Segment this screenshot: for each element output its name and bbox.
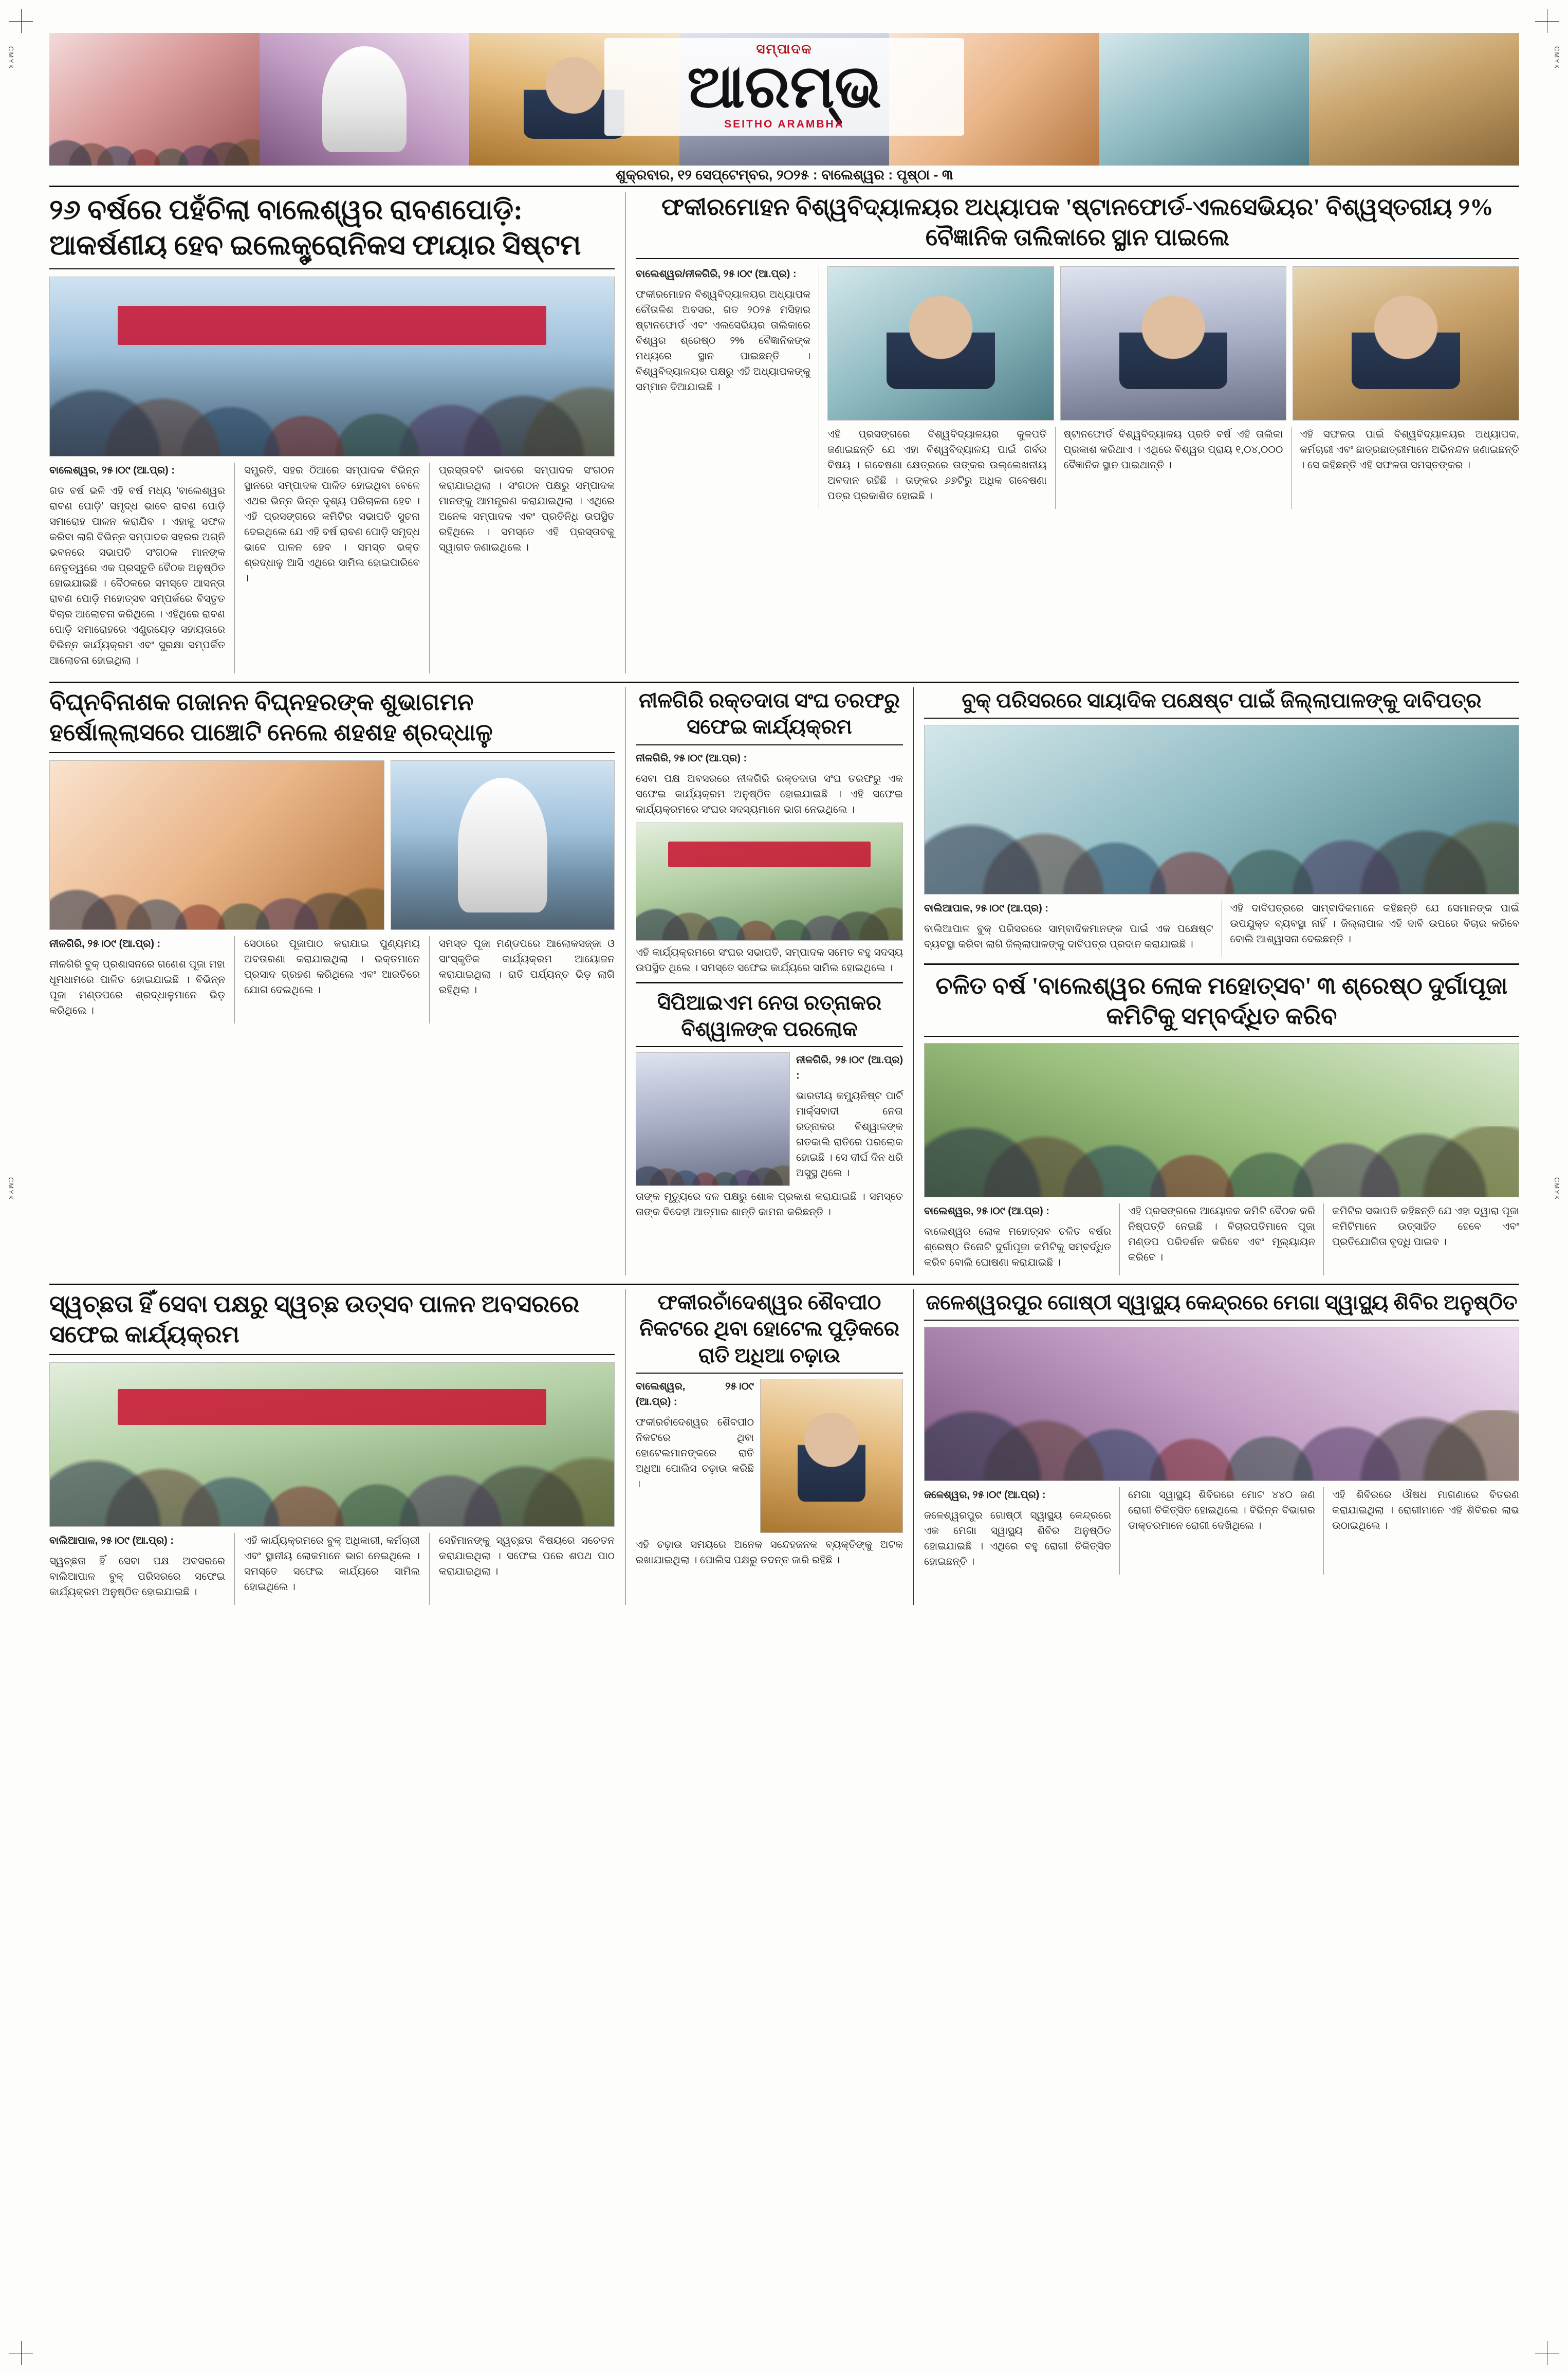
crop-mark-top-left <box>9 9 33 33</box>
article-paragraph: ନୀଳଗିରି ବୁକ୍ ପ୍ରଶାସନରେ ଗଣେଶ ପୂଜା ମହା ଧୂମଧାମରେ ପାଳିତ ହୋଇଯାଇଛି । ବିଭିନ୍ନ ପୂଜା ମଣ୍ଡପରେ ଶ୍ରଦ୍ଧାଳୁମାନେ ଭିଡ଼ କରିଥିଲେ । <box>49 958 226 1016</box>
headline-fm-university: ଫକୀରମୋହନ ବିଶ୍ୱବିଦ୍ୟାଳୟର ଅଧ୍ୟାପକ 'ଷ୍ଟାନଫୋର୍ଡ-ଏଲସେଭିୟର' ବିଶ୍ୱସ୍ତରୀୟ ୨% ବୈଜ୍ଞାନିକ ତାଲିକାରେ ସ୍ଥାନ ପାଇଲେ <box>636 192 1519 259</box>
headline-fire-station: ୨୬ ବର୍ଷରେ ପହଁଚିଲା ବାଲେଶ୍ୱର ରାବଣପୋଡ଼ି: ଆକର୍ଷଣୀୟ ହେବ ଇଲେକ୍ଟ୍ରୋନିକସ ଫାୟାର ସିଷ୍ଟମ <box>49 192 615 269</box>
headline-book-fair-demand: ବୁକ୍ ପରିସରରେ ସାୟାଦିକ ପକ୍ଷେଷ୍ଟ ପାଇଁ ଜିଲ୍ଲାପାଳଙ୍କୁ ଦାବିପତ୍ର <box>924 687 1519 719</box>
article-paragraph: ଏହି ଦାବିପତ୍ରରେ ସାମ୍ବାଦିକମାନେ କହିଛନ୍ତି ଯେ ସେମାନଙ୍କ ପାଇଁ ଉପଯୁକ୍ତ ବ୍ୟବସ୍ଥା ନାହିଁ । ଜିଲ୍ଲାପାଳ ଏହି ଦାବି ଉପରେ ବିଚାର କରିବେ ବୋଲି ଆଶ୍ୱାସନା ଦେଇଛନ୍ତି । <box>1230 903 1519 945</box>
article-paragraph: ଏହି ଶିବିରରେ ଔଷଧ ମାଗଣାରେ ବିତରଣ କରାଯାଇଥିଲା । ରୋଗୀମାନେ ଏହି ଶିବିରର ଲାଭ ଉଠାଇଥିଲେ । <box>1332 1489 1519 1532</box>
content-row-3 <box>49 1289 1519 1605</box>
masthead-title-block <box>604 38 964 136</box>
ganesh-procession-photo <box>49 760 384 930</box>
article-health-camp <box>924 1289 1519 1605</box>
article-paragraph: ବାଲେଶ୍ୱର ଲୋକ ମହୋତ୍ସବ ଚଳିତ ବର୍ଷର ଶ୍ରେଷ୍ଠ ତିନୋଟି ଦୁର୍ଗାପୂଜା କମିଟିକୁ ସମ୍ବର୍ଦ୍ଧିତ କରିବ ବୋଲି ଘୋଷଣା କରାଯାଇଛି । <box>924 1226 1111 1269</box>
article-hotel-raid <box>636 1289 903 1605</box>
dateline-book-fair-demand: ବାଲିଆପାଳ, ୨୫।୦୯ (ଆ.ପ୍ର) : <box>924 903 1049 915</box>
headline-ganesh: ବିଘ୍ନବିନାଶକ ଗଜାନନ ବିଘ୍ନହରଙ୍କ ଶୁଭାଗମନ ହର୍ଷୋଲ୍ଲାସରେ ପାଞ୍ଚୋଟି ନେଲେ ଶହଶହ ଶ୍ରଦ୍ଧାଳୁ <box>49 687 615 753</box>
article-paragraph: ସେହିମାନଙ୍କୁ ସ୍ୱଚ୍ଛତା ବିଷୟରେ ସଚେତନ କରାଯାଇଥିଲା । ସଫେଇ ପରେ ଶପଥ ପାଠ କରାଯାଇଥିଲା । <box>438 1535 615 1577</box>
temple-chariot-photo <box>49 33 260 166</box>
article-cpim-obit <box>636 990 903 1220</box>
professor-two-photo <box>1060 266 1287 421</box>
dateline-ganesh: ନୀଳଗିରି, ୨୫।୦୯ (ଆ.ପ୍ର) : <box>49 938 161 949</box>
headline-hotel-raid: ଫକୀରଚାଁଦେଶ୍ୱର ଶୈବପୀଠ ନିକଟରେ ଥିବା ହୋଟେଲ ପୁଡ଼ିକରେ ରାତି ଅଧିଆ ଚଢ଼ାଉ <box>636 1289 903 1374</box>
article-paragraph: ସେବା ପକ୍ଷ ଅବସରରେ ନୀଳଗିରି ରକ୍ତଦାତା ସଂଘ ତରଫରୁ ଏକ ସଫେଇ କାର୍ଯ୍ୟକ୍ରମ ଅନୁଷ୍ଠିତ ହୋଇଯାଇଛି । ଏହି ସଫେଇ କାର୍ଯ୍ୟକ୍ରମରେ ସଂଘର ସଦସ୍ୟମାନେ ଭାଗ ନେଇଥିଲେ । <box>636 773 903 815</box>
content-row-2 <box>49 687 1519 1275</box>
masthead-romanized-title: SEITHO ARAMBHA <box>724 118 844 130</box>
temple-complex-photo <box>1099 33 1309 166</box>
headline-swachhata: ସ୍ୱଚ୍ଛତା ହିଁ ସେବା ପକ୍ଷରୁ ସ୍ୱଚ୍ଛ ଉତ୍ସବ ପାଳନ ଅବସରରେ ସଫେଇ କାର୍ଯ୍ୟକ୍ରମ <box>49 1289 615 1355</box>
article-paragraph: ଏହି କାର୍ଯ୍ୟକ୍ରମରେ ବୁକ୍ ଅଧିକାରୀ, କର୍ମଚାରୀ ଏବଂ ସ୍ଥାନୀୟ ଲୋକମାନେ ଭାଗ ନେଇଥିଲେ । ସମସ୍ତେ ସଫେଇ କାର୍ଯ୍ୟରେ ସାମିଲ ହୋଇଥିଲେ । <box>244 1535 420 1593</box>
article-paragraph: ମେଗା ସ୍ୱାସ୍ଥ୍ୟ ଶିବିରରେ ମୋଟ ୪୪୦ ଜଣ ରୋଗୀ ଚିକିତ୍ସିତ ହୋଇଥିଲେ । ବିଭିନ୍ନ ବିଭାଗର ଡାକ୍ତରମାନେ ରୋଗୀ ଦେଖିଥିଲେ । <box>1128 1489 1315 1532</box>
headline-health-camp: ଜଳେଶ୍ୱରପୁର ଗୋଷ୍ଠୀ ସ୍ୱାସ୍ଥ୍ୟ କେନ୍ଦ୍ରରେ ମେଗା ସ୍ୱାସ୍ଥ୍ୟ ଶିବିର ଅନୁଷ୍ଠିତ <box>924 1289 1519 1321</box>
article-paragraph: ସେଠାରେ ପୂଜାପାଠ କରାଯାଇ ପୁଣ୍ୟମୟ ଅବତାରଣା କରାଯାଇଥିଲା । ଭକ୍ତମାନେ ପ୍ରସାଦ ଗ୍ରହଣ କରିଥିଲେ ଏବଂ ଆରତିରେ ଯୋଗ ଦେଇଥିଲେ । <box>244 938 420 996</box>
heritage-temple-photo <box>1309 33 1519 166</box>
memorandum-submission-photo <box>924 725 1519 894</box>
article-swachhata <box>49 1289 615 1605</box>
article-paragraph: ଏହି ପ୍ରସଙ୍ଗରେ ଆୟୋଜକ କମିଟି ବୈଠକ କରି ନିଷ୍ପତ୍ତି ନେଇଛି । ବିଚାରପତିମାନେ ପୂଜା ମଣ୍ଡପ ପରିଦର୍ଶନ କରିବେ ଏବଂ ମୂଲ୍ୟାୟନ କରିବେ । <box>1128 1206 1315 1264</box>
dateline-nilagiri-blood-donors: ନୀଳଗିରି, ୨୫।୦୯ (ଆ.ପ୍ର) : <box>636 752 747 764</box>
headline-cpim-obit: ସିପିଆଇଏମ ନେତା ରତ୍ନାକର ବିଶ୍ୱାଳଙ୍କ ପରଲୋକ <box>636 990 903 1047</box>
article-paragraph: ପ୍ରସ୍ତାବଟି ଭାବରେ ସମ୍ପାଦକ ସଂଗଠନ କରାଯାଇଥିଲା । ସଂଗଠନ ପକ୍ଷରୁ ସମ୍ପାଦକ ମାନଙ୍କୁ ଆମନ୍ତ୍ରଣ କରାଯାଇଥିଲା । ଏଥିରେ ଅନେକ ସମ୍ପାଦକ ଏବଂ ପ୍ରତିନିଧି ଉପସ୍ଥିତ ରହିଥିଲେ । ସମସ୍ତେ ଏହି ପ୍ରସ୍ତାବକୁ ସ୍ୱାଗତ ଜଣାଇଥିଲେ । <box>438 465 615 554</box>
dateline-durga-puja-committee: ବାଲେଶ୍ୱର, ୨୫।୦୯ (ଆ.ପ୍ର) : <box>924 1206 1049 1217</box>
dateline-fm-university: ବାଲେଶ୍ୱର/ନୀଳଗିରି, ୨୫।୦୯ (ଆ.ପ୍ର) : <box>636 268 797 280</box>
health-camp-photo <box>924 1327 1519 1481</box>
swachhata-banner-photo <box>49 1362 615 1527</box>
article-fm-university <box>636 192 1519 673</box>
color-bar-left-top: CMYK <box>7 46 15 70</box>
article-paragraph: କମିଟିର ସଭାପତି କହିଛନ୍ତି ଯେ ଏହା ଦ୍ୱାରା ପୂଜା କମିଟିମାନେ ଉତ୍ସାହିତ ହେବେ ଏବଂ ପ୍ରତିଯୋଗିତା ବୃଦ୍ଧି ପାଇବ । <box>1332 1206 1519 1248</box>
article-durga-puja-committee <box>924 971 1519 1275</box>
headline-durga-puja-committee: ଚଳିତ ବର୍ଷ 'ବାଲେଶ୍ୱର ଲୋକ ମହୋତ୍ସବ' ୩ ଶ୍ରେଷ୍ଠ ଦୁର୍ଗାପୂଜା କମିଟିକୁ ସମ୍ବର୍ଦ୍ଧିତ କରିବ <box>924 971 1519 1037</box>
ganesh-idol-photo <box>391 760 615 930</box>
article-paragraph: ଗତ ବର୍ଷ ଭଳି ଏହି ବର୍ଷ ମଧ୍ୟ 'ବାଲେଶ୍ୱର ରାବଣ ପୋଡ଼ି' ସମୃଦ୍ଧ ଭାବେ ରାବଣ ପୋଡ଼ି ସମାରୋହ ପାଳନ କରାଯିବ । ଏହାକୁ ସଫଳ କରିବା ଲାଗି ବିଭିନ୍ନ ସମ୍ପାଦକ ସହରର ଅଗ୍ନି ଭବନରେ ସଭାପତି ସଂଗଠକ ମାନଙ୍କ ନେତୃତ୍ୱରେ ଏକ ପ୍ରସ୍ତୁତି ବୈଠକ ଅନୁଷ୍ଠିତ ହୋଇଯାଇଛି । ବୈଠକରେ ସମସ୍ତେ ଆସନ୍ତା ରାବଣ ପୋଡ଼ି ମହୋତ୍ସବ ସମ୍ପର୍କରେ ବିସ୍ତୃତ ବିଚାର ଆଲୋଚନା କରିଥିଲେ । ଏହିଥିରେ ରାବଣ ପୋଡ଼ି ସମାରୋହରେ ଏଣ୍ଡ୍ରୟେଡ଼ ସହାୟତାରେ ବିଭିନ୍ନ କାର୍ଯ୍ୟକ୍ରମ ଏବଂ ସୁରକ୍ଷା ସମ୍ପର୍କିତ ଆଲୋଚନା ହୋଇଥିଲା । <box>49 485 226 667</box>
article-paragraph: ଏହି କାର୍ଯ୍ୟକ୍ରମରେ ସଂଘର ସଭାପତି, ସମ୍ପାଦକ ସମେତ ବହୁ ସଦସ୍ୟ ଉପସ୍ଥିତ ଥିଲେ । ସମସ୍ତେ ସଫେଇ କାର୍ଯ୍ୟରେ ସାମିଲ ହୋଇଥିଲେ । <box>636 946 903 974</box>
dateline-swachhata: ବାଲିଆପାଳ, ୨୫।୦୯ (ଆ.ପ୍ର) : <box>49 1535 174 1546</box>
condolence-photo <box>636 1052 790 1186</box>
article-paragraph: ଭାରତୀୟ କମ୍ୟୁନିଷ୍ଟ ପାର୍ଟି ମାର୍କ୍ସବାଦୀ ନେତା ରତ୍ନାକର ବିଶ୍ୱାଳଙ୍କ ଗତକାଲି ରାତିରେ ପରଲୋକ ହୋଇଛି । ସେ ଦୀର୍ଘ ଦିନ ଧରି ଅସୁସ୍ଥ ଥିଲେ । <box>796 1090 903 1179</box>
crop-mark-top-right <box>1535 9 1559 33</box>
masthead-super-text: ସମ୍ପାଦକ <box>756 41 813 57</box>
article-paragraph: ଷ୍ଟାନଫୋର୍ଡ ବିଶ୍ୱବିଦ୍ୟାଳୟ ପ୍ରତି ବର୍ଷ ଏହି ତାଲିକା ପ୍ରକାଶ କରିଥାଏ । ଏଥିରେ ବିଶ୍ୱର ପ୍ରାୟ ୧,୦୪,୦୦୦ ବୈଜ୍ଞାନିକ ସ୍ଥାନ ପାଇଥାନ୍ତି । <box>1063 428 1283 471</box>
article-paragraph: ଫକୀରମୋହନ ବିଶ୍ୱବିଦ୍ୟାଳୟର ଅଧ୍ୟାପକ ଚୌତାଳିଶ ଅବସର, ଗତ ୨୦୨୫ ମସିହାର ଷ୍ଟାନଫୋର୍ଡ ଏବଂ ଏଲସେଭିୟର ତାଲିକାରେ ବିଶ୍ୱର ଶ୍ରେଷ୍ଠ ୨% ବୈଜ୍ଞାନିକଙ୍କ ମଧ୍ୟରେ ସ୍ଥାନ ପାଇଛନ୍ତି । ବିଶ୍ୱବିଦ୍ୟାଳୟର ପକ୍ଷରୁ ଏହି ଅଧ୍ୟାପକଙ୍କୁ ସମ୍ମାନ ଦିଆଯାଇଛି । <box>636 288 810 393</box>
color-bar-right-top: CMYK <box>1553 46 1561 70</box>
article-paragraph: ସମସ୍ତ ପୂଜା ମଣ୍ଡପରେ ଆଲୋକସଜ୍ଜା ଓ ସାଂସ୍କୃତିକ କାର୍ଯ୍ୟକ୍ରମ ଆୟୋଜନ କରାଯାଇଥିଲା । ରାତି ପର୍ଯ୍ୟନ୍ତ ଭିଡ଼ ଲାଗି ରହିଥିଲା । <box>438 938 615 996</box>
newspaper-title: ଆରମ୍ଭ <box>687 54 882 120</box>
article-paragraph: ଏହି ସଫଳତା ପାଇଁ ବିଶ୍ୱବିଦ୍ୟାଳୟର ଅଧ୍ୟାପକ, କର୍ମଚାରୀ ଏବଂ ଛାତ୍ରଛାତ୍ରୀମାନେ ଅଭିନନ୍ଦନ ଜଣାଇଛନ୍ତି । ସେ କହିଛନ୍ତି ଏହି ସଫଳତା ସମସ୍ତଙ୍କର । <box>1300 428 1520 471</box>
crop-mark-bottom-right <box>1535 2341 1559 2365</box>
dateline-fire-station: ବାଲେଶ୍ୱର, ୨୫।୦୯ (ଆ.ପ୍ର) : <box>49 465 175 477</box>
crop-mark-bottom-left <box>9 2341 33 2365</box>
article-fire-station <box>49 192 615 673</box>
article-paragraph: ଏହି ପ୍ରସଙ୍ଗରେ ବିଶ୍ୱବିଦ୍ୟାଳୟର କୁଳପତି ଜଣାଇଛନ୍ତି ଯେ ଏହା ବିଶ୍ୱବିଦ୍ୟାଳୟ ପାଇଁ ଗର୍ବର ବିଷୟ । ଗବେଷଣା କ୍ଷେତ୍ରରେ ତାଙ୍କର ଉଲ୍ଲେଖନୀୟ ଅବଦାନ ରହିଛି । ତାଙ୍କର ୬୭ଟିରୁ ଅଧିକ ଗବେଷଣା ପତ୍ର ପ୍ରକାଶିତ ହୋଇଛି । <box>827 428 1047 502</box>
article-nilagiri-blood-donors <box>636 687 903 1275</box>
professor-three-photo <box>1293 266 1519 421</box>
masthead-dateline: ଶୁକ୍ରବାର, ୧୨ ସେପ୍ଟେମ୍ବର, ୨୦୨୫ : ବାଲେଶ୍ୱର : ପୃଷ୍ଠା - ୩ <box>615 167 953 182</box>
masthead <box>49 33 1519 187</box>
color-bar-right-mid: CMYK <box>1553 1177 1561 1201</box>
professor-one-photo <box>827 266 1054 421</box>
headline-nilagiri-blood-donors: ନୀଳଗିରି ରକ୍ତଦାତା ସଂଘ ତରଫରୁ ସଫେଇ କାର୍ଯ୍ୟକ୍ରମ <box>636 687 903 745</box>
color-bar-left-mid: CMYK <box>7 1177 15 1201</box>
article-paragraph: ତାଙ୍କ ମୃତ୍ୟୁରେ ଦଳ ପକ୍ଷରୁ ଶୋକ ପ୍ରକାଶ କରାଯାଇଛି । ସମସ୍ତେ ତାଙ୍କ ବିଦେହୀ ଆତ୍ମାର ଶାନ୍ତି କାମନା କରିଛନ୍ତି । <box>636 1191 903 1218</box>
article-ganesh <box>49 687 615 1275</box>
deity-idol-photo <box>260 33 470 166</box>
committee-group-photo <box>924 1043 1519 1197</box>
cleanliness-drive-photo <box>636 823 903 941</box>
dateline-health-camp: ଜଳେଶ୍ୱର, ୨୫।୦୯ (ଆ.ପ୍ର) : <box>924 1489 1046 1501</box>
content-row-1 <box>49 192 1519 673</box>
press-meet-photo <box>49 277 615 456</box>
police-raid-photo <box>760 1379 903 1533</box>
article-paragraph: ସ୍ୱଚ୍ଛତା ହିଁ ସେବା ପକ୍ଷ ଅବସରରେ ବାଲିଆପାଳ ବୁକ୍ ପରିସରରେ ସଫେଇ କାର୍ଯ୍ୟକ୍ରମ ଅନୁଷ୍ଠିତ ହୋଇଯାଇଛି । <box>49 1555 226 1598</box>
article-paragraph: ବାଲିଆପାଳ ବୁକ୍ ପରିସରରେ ସାମ୍ବାଦିକମାନଙ୍କ ପାଇଁ ଏକ ପକ୍ଷେଷ୍ଟ ବ୍ୟବସ୍ଥା କରିବା ଲାଗି ଜିଲ୍ଲାପାଳଙ୍କୁ ଦାବିପତ୍ର ପ୍ରଦାନ କରାଯାଇଛି । <box>924 923 1213 951</box>
article-paragraph: ଜଳେଶ୍ୱରପୁର ଗୋଷ୍ଠୀ ସ୍ୱାସ୍ଥ୍ୟ କେନ୍ଦ୍ରରେ ଏକ ମେଗା ସ୍ୱାସ୍ଥ୍ୟ ଶିବିର ଅନୁଷ୍ଠିତ ହୋଇଯାଇଛି । ଏଥିରେ ବହୁ ରୋଗୀ ଚିକିତ୍ସିତ ହୋଇଛନ୍ତି । <box>924 1510 1111 1568</box>
dateline-cpim-obit: ନୀଳଗିରି, ୨୫।୦୯ (ଆ.ପ୍ର) : <box>796 1054 903 1081</box>
article-paragraph: ସମ୍ପ୍ରତି, ସହର ଠିଆରେ ସମ୍ପାଦକ ବିଭିନ୍ନ ସ୍ଥାନରେ ସମ୍ପାଦକ ପାଳିତ ହୋଇଥିବା ବେଳେ ଏଥର ଭିନ୍ନ ଭିନ୍ନ ଦୃଶ୍ୟ ପରିଚାଳନା ହେବ । ଏହି ପ୍ରସଙ୍ଗରେ କମିଟିର ସଭାପତି ସୁଚନା ଦେଇଥିଲେ ଯେ ଏହି ବର୍ଷ ରାବଣ ପୋଡ଼ି ସମୃଦ୍ଧ ଭାବେ ପାଳନ ହେବ । ସମସ୍ତ ଭକ୍ତ ଶ୍ରଦ୍ଧାଳୁ ଆସି ଏଥିରେ ସାମିଲ ହୋଇପାରିବେ । <box>244 465 420 585</box>
article-paragraph: ଏହି ଚଢ଼ାଉ ସମୟରେ ଅନେକ ସନ୍ଦେହଜନକ ବ୍ୟକ୍ତିଙ୍କୁ ଅଟକ ରଖାଯାଇଥିଲା । ପୋଲିସ ପକ୍ଷରୁ ତଦନ୍ତ ଜାରି ରହିଛି । <box>636 1539 903 1566</box>
dateline-hotel-raid: ବାଲେଶ୍ୱର, ୨୫।୦୯ (ଆ.ପ୍ର) : <box>636 1380 754 1408</box>
article-book-fair-demand <box>924 687 1519 1275</box>
article-paragraph: ଫକୀରଚାଁଦେଶ୍ୱର ଶୈବପୀଠ ନିକଟରେ ଥିବା ହୋଟେଲମାନଙ୍କରେ ରାତି ଅଧିଆ ପୋଲିସ ଚଢ଼ାଉ କରିଛି । <box>636 1416 754 1490</box>
